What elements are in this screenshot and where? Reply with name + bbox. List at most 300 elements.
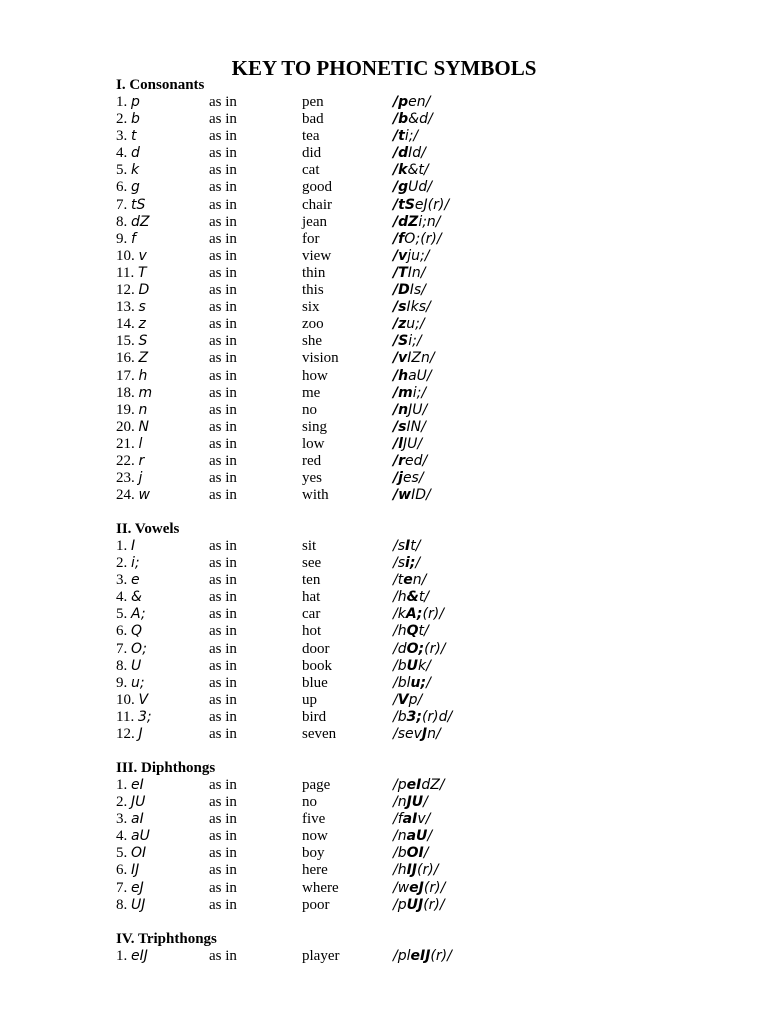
transcription-part: v: [398, 247, 408, 264]
transcription-part: g: [398, 179, 409, 196]
row-number: 3.: [116, 811, 128, 828]
transcription-part: d: [398, 145, 409, 162]
phonetic-symbol: aU: [131, 828, 150, 845]
transcription-part: ID/: [411, 487, 431, 504]
transcription-part: e: [403, 572, 413, 589]
phonetic-symbol: v: [138, 247, 147, 264]
transcription: [393, 197, 449, 214]
transcription: [393, 845, 428, 862]
as-in-label: as in: [209, 896, 237, 913]
example-word: sit: [302, 538, 317, 554]
transcription-part: /: [393, 384, 399, 401]
row-number: 23.: [116, 470, 135, 487]
symbol-row: [116, 162, 676, 179]
transcription: [393, 692, 422, 709]
phonetic-symbol: eIJ: [131, 948, 148, 964]
phonetic-symbol: V: [138, 691, 149, 708]
as-in-label: as in: [209, 162, 237, 179]
transcription: [393, 589, 429, 606]
row-number: 7.: [116, 879, 128, 896]
transcription-part: eI: [406, 777, 422, 793]
example-word: how: [302, 367, 328, 384]
symbol-row: [116, 572, 676, 589]
as-in-label: as in: [209, 606, 237, 623]
row-number: 21.: [116, 435, 135, 452]
transcription-part: (r)/: [423, 896, 445, 913]
transcription: [393, 487, 431, 504]
as-in-label: as in: [209, 862, 237, 879]
phonetic-symbol: OI: [131, 845, 147, 862]
symbol-row: [116, 179, 676, 196]
symbol-entry: [116, 641, 147, 658]
transcription-part: Is/: [409, 282, 426, 299]
transcription-part: /: [393, 333, 399, 350]
phonetic-symbol: l: [138, 435, 143, 452]
row-number: 6.: [116, 623, 128, 640]
phonetic-symbol: b: [131, 111, 140, 128]
as-in-label: as in: [209, 777, 237, 793]
transcription-part: UJ: [406, 896, 424, 913]
transcription: [393, 94, 430, 111]
phonetic-symbol: Z: [138, 350, 149, 367]
transcription-part: 3;: [406, 708, 422, 725]
as-in-label: as in: [209, 487, 237, 504]
symbol-row: [116, 350, 676, 367]
transcription: [393, 811, 430, 828]
row-number: 7.: [116, 640, 128, 657]
transcription-part: /pl: [393, 948, 411, 964]
symbol-entry: [116, 470, 142, 487]
transcription: [393, 538, 420, 555]
as-in-label: as in: [209, 657, 237, 674]
transcription-part: t/: [418, 623, 429, 640]
phonetic-symbol: u;: [131, 674, 145, 691]
transcription: [393, 350, 435, 367]
transcription-part: w: [398, 487, 412, 504]
transcription-part: /: [393, 452, 399, 469]
symbol-row: [116, 709, 676, 726]
transcription-part: IZn/: [407, 350, 435, 367]
as-in-label: as in: [209, 94, 237, 110]
symbol-row: [116, 333, 676, 350]
phonetic-symbol: tS: [131, 196, 146, 213]
transcription-part: tS: [398, 196, 415, 213]
phonetic-symbol: U: [131, 657, 142, 674]
example-word: page: [302, 777, 331, 793]
example-word: good: [302, 179, 332, 196]
symbol-entry: [116, 828, 150, 845]
as-in-label: as in: [209, 640, 237, 657]
symbol-entry: [116, 94, 140, 111]
example-word: jean: [302, 213, 327, 230]
transcription: [393, 368, 432, 385]
symbol-row: [116, 453, 676, 470]
transcription: [393, 897, 445, 914]
transcription: [393, 214, 441, 231]
phonetic-symbol: j: [138, 470, 143, 487]
phonetic-symbol: d: [131, 145, 140, 162]
transcription: [393, 572, 426, 589]
phonetic-symbol: z: [138, 316, 146, 333]
transcription: [393, 777, 445, 794]
transcription-part: Q: [406, 623, 419, 640]
example-word: boy: [302, 845, 325, 862]
example-word: for: [302, 230, 320, 247]
symbol-entry: [116, 658, 141, 675]
transcription-part: /h: [393, 589, 407, 606]
example-word: ten: [302, 572, 321, 589]
phonetic-symbol: p: [131, 94, 140, 110]
symbol-row: [116, 726, 676, 743]
transcription-part: IN/: [406, 418, 426, 435]
transcription-part: u;: [410, 674, 427, 691]
row-number: 24.: [116, 487, 135, 504]
symbol-entry: [116, 145, 140, 162]
symbol-row: [116, 94, 676, 111]
transcription-part: i;n/: [418, 213, 441, 230]
symbol-row: [116, 368, 676, 385]
symbol-entry: [116, 265, 147, 282]
transcription-part: /: [415, 555, 421, 572]
symbol-row: [116, 845, 676, 862]
row-number: 5.: [116, 845, 128, 862]
row-number: 16.: [116, 350, 135, 367]
transcription-part: /b: [393, 708, 407, 725]
symbol-row: [116, 436, 676, 453]
transcription-part: JU: [406, 794, 424, 811]
example-word: here: [302, 862, 328, 879]
transcription-part: /: [393, 691, 398, 708]
example-word: cat: [302, 162, 320, 179]
phonetic-symbol: w: [138, 487, 150, 504]
transcription: [393, 948, 452, 965]
symbol-row: [116, 385, 676, 402]
as-in-label: as in: [209, 708, 237, 725]
transcription: [393, 828, 432, 845]
row-number: 4.: [116, 589, 128, 606]
transcription-part: /k: [393, 606, 406, 623]
transcription-part: i;/: [408, 333, 422, 350]
symbol-entry: [116, 845, 146, 862]
phonetic-symbol: IJ: [131, 862, 140, 879]
transcription-part: aU/: [408, 367, 432, 384]
as-in-label: as in: [209, 384, 237, 401]
transcription-part: i;/: [412, 384, 427, 401]
symbol-entry: [116, 385, 152, 402]
row-number: 14.: [116, 316, 135, 333]
transcription-part: T: [398, 264, 408, 281]
row-number: 18.: [116, 384, 135, 401]
row-number: 15.: [116, 333, 135, 350]
section-heading: III. Diphthongs: [116, 760, 216, 776]
row-number: 5.: [116, 162, 128, 179]
transcription-part: Iks/: [406, 299, 431, 316]
transcription: [393, 128, 418, 145]
transcription-part: Id/: [408, 145, 426, 162]
as-in-label: as in: [209, 333, 237, 350]
transcription: [393, 709, 452, 726]
transcription: [393, 641, 446, 658]
transcription-part: /: [393, 299, 399, 316]
row-number: 9.: [116, 230, 128, 247]
example-word: poor: [302, 896, 330, 913]
transcription-part: /: [393, 145, 399, 162]
transcription-part: /p: [393, 896, 407, 913]
transcription-part: JU/: [408, 401, 428, 418]
transcription-part: /: [393, 196, 399, 213]
example-word: she: [302, 333, 322, 350]
transcription-part: v/: [417, 811, 431, 828]
example-word: no: [302, 401, 317, 418]
transcription-part: /: [393, 264, 399, 281]
as-in-label: as in: [209, 811, 237, 828]
transcription-part: /: [393, 179, 399, 196]
as-in-label: as in: [209, 418, 237, 435]
row-number: 6.: [116, 862, 128, 879]
section-diphthongs: [116, 760, 676, 914]
transcription-part: k: [398, 162, 408, 179]
phonetic-symbol: g: [131, 179, 140, 196]
symbol-entry: [116, 333, 147, 350]
as-in-label: as in: [209, 589, 237, 606]
transcription-part: (r)/: [417, 862, 439, 879]
symbol-entry: [116, 162, 139, 179]
transcription-part: k/: [417, 657, 431, 674]
symbol-entry: [116, 316, 146, 333]
transcription-part: u;/: [406, 316, 425, 333]
example-word: vision: [302, 350, 339, 367]
as-in-label: as in: [209, 948, 237, 964]
phonetic-symbol: h: [138, 367, 148, 384]
phonetic-symbol: s: [138, 299, 146, 316]
transcription: [393, 794, 428, 811]
transcription-part: /: [393, 162, 399, 179]
transcription-part: t/: [418, 589, 430, 606]
transcription: [393, 880, 445, 897]
as-in-label: as in: [209, 128, 237, 145]
symbol-row: [116, 128, 676, 145]
symbol-entry: [116, 538, 135, 555]
row-number: 2.: [116, 111, 128, 128]
transcription-part: m: [398, 384, 413, 401]
symbol-entry: [116, 179, 140, 196]
phonetic-symbol: UJ: [131, 896, 146, 913]
symbol-entry: [116, 606, 146, 623]
as-in-label: as in: [209, 111, 237, 128]
phonetic-symbol: A;: [131, 606, 146, 623]
row-number: 2.: [116, 794, 128, 811]
symbol-row: [116, 794, 676, 811]
phonetic-symbol: JU: [131, 794, 146, 811]
transcription-part: eJ: [409, 879, 424, 896]
transcription-part: (r)/: [422, 606, 444, 623]
transcription-part: (r)/: [423, 879, 446, 896]
symbol-entry: [116, 709, 152, 726]
as-in-label: as in: [209, 179, 237, 196]
transcription-part: /n: [393, 794, 407, 811]
section-heading: IV. Triphthongs: [116, 931, 217, 947]
transcription-part: /h: [393, 623, 407, 640]
as-in-label: as in: [209, 572, 237, 589]
symbol-row: [116, 299, 676, 316]
transcription-part: p: [398, 94, 409, 110]
transcription-part: /d: [393, 640, 407, 657]
example-word: player: [302, 948, 340, 964]
transcription-part: (r)/: [424, 640, 446, 657]
transcription-part: Ud/: [408, 179, 433, 196]
as-in-label: as in: [209, 316, 237, 333]
transcription-part: /: [393, 435, 399, 452]
symbol-entry: [116, 248, 147, 265]
example-word: now: [302, 828, 328, 845]
as-in-label: as in: [209, 538, 237, 554]
row-number: 10.: [116, 691, 135, 708]
row-number: 13.: [116, 299, 135, 316]
symbol-entry: [116, 128, 137, 145]
row-number: 9.: [116, 674, 128, 691]
example-word: zoo: [302, 316, 324, 333]
transcription-part: D: [398, 282, 410, 299]
transcription-part: ed/: [405, 452, 428, 469]
as-in-label: as in: [209, 401, 237, 418]
transcription-part: /p: [393, 777, 407, 793]
symbol-entry: [116, 419, 149, 436]
transcription: [393, 145, 426, 162]
phonetic-symbol: dZ: [131, 213, 150, 230]
section-consonants: [116, 77, 676, 504]
as-in-label: as in: [209, 350, 237, 367]
example-word: this: [302, 282, 324, 299]
transcription-part: O;: [406, 640, 425, 657]
example-word: five: [302, 811, 326, 828]
as-in-label: as in: [209, 691, 237, 708]
page-title: KEY TO PHONETIC SYMBOLS: [231, 56, 537, 80]
section-vowels: [116, 521, 676, 743]
row-number: 6.: [116, 179, 128, 196]
transcription: [393, 385, 426, 402]
phonetic-symbol: I: [131, 538, 136, 554]
transcription: [393, 606, 444, 623]
transcription-part: /: [393, 401, 399, 418]
transcription-part: s: [398, 299, 407, 316]
symbol-entry: [116, 794, 145, 811]
transcription-part: /s: [393, 555, 406, 572]
transcription-part: /w: [393, 879, 410, 896]
as-in-label: as in: [209, 828, 237, 845]
transcription-part: n/: [412, 572, 427, 589]
transcription: [393, 248, 429, 265]
transcription-part: h: [398, 367, 409, 384]
symbol-row: [116, 145, 676, 162]
as-in-label: as in: [209, 794, 237, 811]
example-word: bad: [302, 111, 324, 128]
symbol-entry: [116, 948, 148, 965]
symbol-row: [116, 623, 676, 640]
example-word: bird: [302, 708, 327, 725]
phonetic-symbol: t: [131, 128, 137, 145]
as-in-label: as in: [209, 879, 237, 896]
transcription: [393, 675, 431, 692]
row-number: 8.: [116, 896, 128, 913]
symbol-entry: [116, 572, 140, 589]
example-word: thin: [302, 264, 326, 281]
transcription-part: /s: [393, 538, 406, 554]
as-in-label: as in: [209, 623, 237, 640]
transcription-part: J: [421, 726, 428, 743]
transcription: [393, 555, 420, 572]
transcription-part: V: [397, 691, 409, 708]
symbol-row: [116, 692, 676, 709]
as-in-label: as in: [209, 674, 237, 691]
symbol-entry: [116, 436, 142, 453]
transcription-part: b: [398, 111, 409, 128]
symbol-entry: [116, 675, 145, 692]
phonetic-symbol: m: [138, 384, 153, 401]
transcription-part: /: [393, 418, 399, 435]
phonetic-symbol: D: [138, 282, 150, 299]
as-in-label: as in: [209, 435, 237, 452]
transcription-part: /: [423, 794, 428, 811]
row-number: 22.: [116, 452, 135, 469]
transcription-part: /b: [393, 657, 407, 674]
symbol-row: [116, 419, 676, 436]
symbol-row: [116, 606, 676, 623]
transcription-part: /sev: [393, 726, 422, 743]
transcription-part: t/: [410, 538, 421, 554]
example-word: car: [302, 606, 321, 623]
row-number: 3.: [116, 128, 128, 145]
transcription-part: i;: [405, 555, 416, 572]
symbol-entry: [116, 402, 147, 419]
row-number: 12.: [116, 726, 135, 743]
transcription-part: /b: [393, 845, 407, 862]
phonetic-symbol: i;: [131, 555, 140, 572]
transcription-part: /: [427, 828, 433, 845]
phonetic-symbol: eI: [131, 777, 144, 793]
section-heading: I. Consonants: [116, 77, 205, 93]
symbol-row: [116, 811, 676, 828]
transcription: [393, 726, 441, 743]
phonetic-symbol: k: [131, 162, 140, 179]
symbol-entry: [116, 897, 145, 914]
example-word: me: [302, 384, 321, 401]
transcription-part: n: [398, 401, 409, 418]
symbol-entry: [116, 726, 143, 743]
transcription-part: /: [393, 247, 399, 264]
symbol-row: [116, 470, 676, 487]
transcription-part: dZ: [398, 213, 419, 230]
section-triphthongs: [116, 931, 676, 965]
example-word: low: [302, 435, 325, 452]
symbol-entry: [116, 282, 149, 299]
transcription: [393, 231, 442, 248]
symbol-row: [116, 316, 676, 333]
section-heading: II. Vowels: [116, 521, 180, 537]
row-number: 8.: [116, 657, 128, 674]
phonetic-symbol: N: [138, 418, 149, 435]
transcription: [393, 419, 426, 436]
symbol-row: [116, 402, 676, 419]
transcription-part: i;/: [404, 128, 419, 145]
transcription-part: es/: [402, 470, 424, 487]
transcription-part: (r)/: [430, 948, 452, 964]
transcription-part: S: [398, 333, 409, 350]
as-in-label: as in: [209, 845, 237, 862]
transcription-part: /t: [393, 572, 404, 589]
as-in-label: as in: [209, 470, 237, 487]
phonetic-symbol: n: [138, 401, 148, 418]
as-in-label: as in: [209, 282, 237, 299]
